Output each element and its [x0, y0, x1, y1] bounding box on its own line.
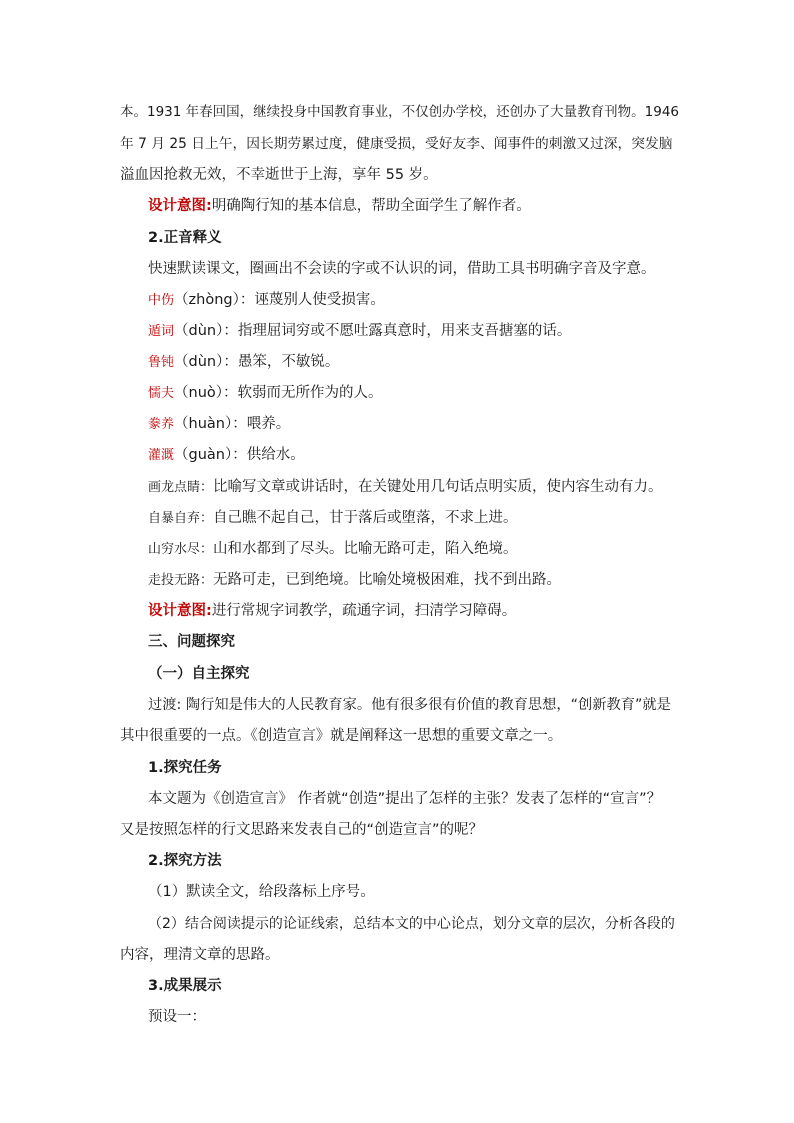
vocab-pinyin: （guàn） [174, 447, 233, 463]
idiom-item [148, 477, 663, 498]
idiom-item [148, 539, 518, 560]
idiom-definition: 比喻写文章或讲话时，在关键处用几句话点明实质，使内容生动有力。 [213, 479, 663, 495]
task-line-1: 本文题为《创造宣言》 作者就“创造”提出了怎样的主张？发表了怎样的“宣言”？ [148, 791, 662, 807]
bio-line-2: 年 7 月 25 日上午，因长期劳累过度，健康受损，受好友李、闻事件的刺激又过深，突发脑 [120, 136, 673, 152]
idiom-definition: 无路可走，已到绝境。比喻处境极困难，找不到出路。 [213, 572, 562, 588]
vocab-item [148, 352, 339, 373]
vocab-term: 鲁钝 [148, 355, 175, 370]
idiom-definition: 自己瞧不起自己，甘于落后或堕落，不求上进。 [213, 510, 518, 526]
bio-line-1: 本。1931 年春回国，继续投身中国教育事业，不仅创办学校，还创办了大量教育刊物。1946 [120, 104, 680, 120]
result-heading: 3.成果展示 [148, 978, 222, 994]
transition-line-2: 其中很重要的一点。《创造宣言》就是阐释这一思想的重要文章之一。 [120, 728, 563, 744]
method-item-1: （1）默读全文，给段落标上序号。 [148, 884, 375, 900]
vocab-term: 遁词 [148, 324, 175, 339]
design-intent-text: 进行常规字词教学，疏通字词，扫清学习障碍。 [211, 603, 517, 619]
design-intent-2 [148, 601, 516, 621]
method-item-2-line-1: （2）结合阅读提示的论证线索，总结本文的中心论点，划分文章的层次，分析各段的 [148, 916, 675, 932]
vocab-definition: ：供给水。 [232, 447, 305, 463]
idiom-term: 自暴自弃： [148, 511, 214, 526]
vocab-pinyin: （huàn） [174, 416, 233, 432]
vocab-term: 懦夫 [148, 386, 175, 401]
subsection-heading: （一）自主探究 [148, 666, 250, 682]
vocab-definition: ：指理屈词穷或不愿吐露真意时，用来支吾搪塞的话。 [223, 323, 572, 339]
section-heading-pronunciation: 2.正音释义 [148, 230, 222, 246]
vocab-definition: ：愚笨，不敏锐。 [223, 354, 340, 370]
vocab-item [148, 290, 385, 311]
idiom-term: 山穷水尽： [148, 542, 214, 557]
task-line-2: 又是按照怎样的行文思路来发表自己的“创造宣言”的呢？ [120, 822, 484, 838]
vocab-definition: ：喂养。 [232, 416, 291, 432]
section-heading-inquiry: 三、问题探究 [148, 634, 235, 650]
vocab-pinyin: （dùn） [174, 354, 224, 370]
vocab-term: 灌溉 [148, 448, 175, 463]
vocab-item [148, 445, 305, 466]
task-heading: 1.探究任务 [148, 760, 222, 776]
idiom-item [148, 570, 561, 591]
vocab-definition: ：诬蔑别人使受损害。 [239, 292, 385, 308]
preset-label: 预设一： [148, 1009, 206, 1025]
design-intent-1 [148, 196, 531, 216]
vocab-pinyin: （zhòng） [174, 292, 240, 308]
method-item-2-line-2: 内容，理清文章的思路。 [120, 947, 280, 963]
vocab-pinyin: （dùn） [174, 323, 224, 339]
idiom-item [148, 508, 518, 529]
idiom-definition: 山和水都到了尽头。比喻无路可走，陷入绝境。 [213, 541, 518, 557]
vocab-pinyin: （nuò） [174, 385, 224, 401]
vocab-item [148, 383, 383, 404]
idiom-term: 画龙点睛： [148, 480, 214, 495]
vocab-definition: ：软弱而无所作为的人。 [223, 385, 383, 401]
method-heading: 2.探究方法 [148, 853, 222, 869]
design-intent-label: 设计意图: [148, 603, 212, 619]
design-intent-text: 明确陶行知的基本信息，帮助全面学生了解作者。 [211, 198, 531, 214]
section-intro: 快速默读课文，圈画出不会读的字或不认识的词，借助工具书明确字音及字意。 [148, 261, 656, 277]
vocab-item [148, 321, 571, 342]
bio-line-3: 溢血因抢救无效，不幸逝世于上海，享年 55 岁。 [120, 167, 438, 183]
vocab-item [148, 414, 290, 435]
vocab-term: 豢养 [148, 417, 175, 432]
design-intent-label: 设计意图: [148, 198, 212, 214]
vocab-term: 中伤 [148, 293, 175, 308]
idiom-term: 走投无路： [148, 573, 214, 588]
transition-line-1: 过渡: 陶行知是伟大的人民教育家。他有很多很有价值的教育思想，“创新教育”就是 [148, 697, 671, 713]
